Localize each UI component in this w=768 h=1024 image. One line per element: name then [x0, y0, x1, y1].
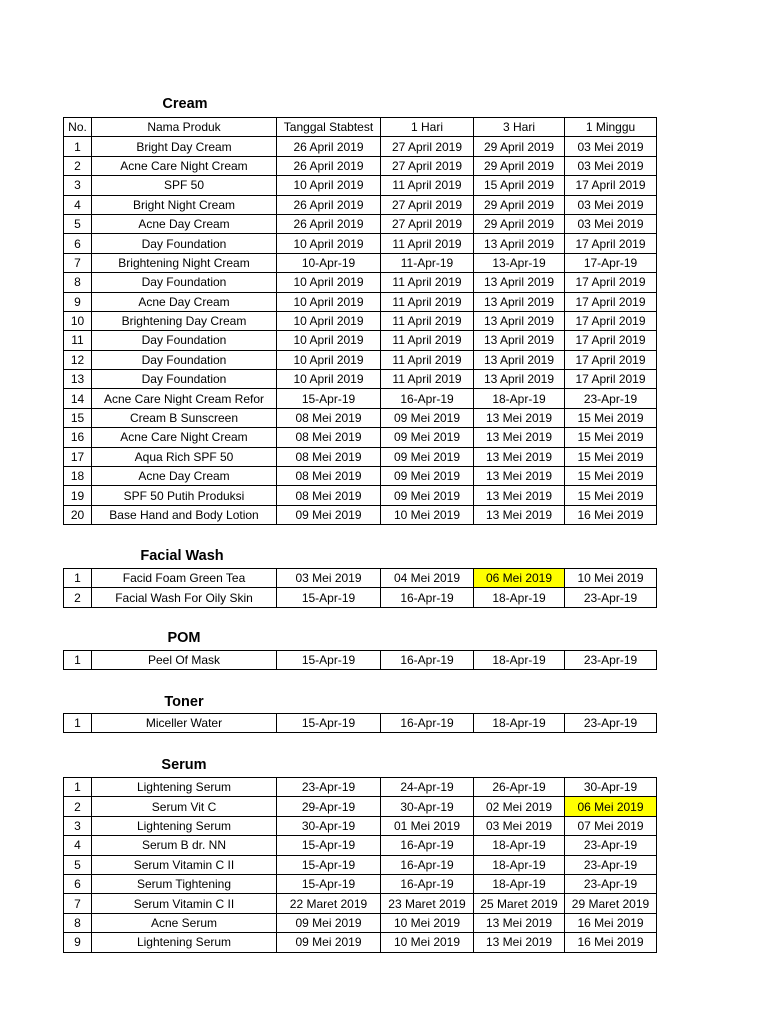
- table-row: [64, 214, 657, 233]
- cell-no: 11: [64, 331, 92, 350]
- header-nama-produk: Nama Produk: [92, 118, 277, 137]
- cell-nama-produk: SPF 50 Putih Produksi: [92, 486, 277, 505]
- cell-1-minggu: 23-Apr-19: [565, 836, 657, 855]
- cell-no: 12: [64, 350, 92, 369]
- cell-no: 5: [64, 855, 92, 874]
- cell-1-minggu: 03 Mei 2019: [565, 214, 657, 233]
- cell-tanggal-stabtest: 26 April 2019: [277, 156, 381, 175]
- cell-1-hari: 01 Mei 2019: [381, 816, 474, 835]
- cell-nama-produk: Lightening Serum: [92, 816, 277, 835]
- cell-no: 14: [64, 389, 92, 408]
- cell-1-hari: 11 April 2019: [381, 234, 474, 253]
- cell-1-hari: 11 April 2019: [381, 176, 474, 195]
- table-row: [64, 874, 657, 893]
- cell-no: 1: [64, 651, 92, 670]
- cell-tanggal-stabtest: 15-Apr-19: [277, 836, 381, 855]
- cell-3-hari: 13 April 2019: [474, 331, 565, 350]
- cell-3-hari: 13 Mei 2019: [474, 505, 565, 524]
- cell-tanggal-stabtest: 10 April 2019: [277, 331, 381, 350]
- facial-wash-table: [63, 568, 657, 608]
- cell-1-hari: 24-Apr-19: [381, 778, 474, 797]
- cell-nama-produk: Brightening Day Cream: [92, 311, 277, 330]
- cell-1-minggu: 10 Mei 2019: [565, 569, 657, 588]
- cell-nama-produk: Serum Vitamin C II: [92, 894, 277, 913]
- cream-table: [63, 117, 657, 525]
- cell-1-minggu: 23-Apr-19: [565, 874, 657, 893]
- cell-1-hari: 11 April 2019: [381, 331, 474, 350]
- cell-tanggal-stabtest: 09 Mei 2019: [277, 933, 381, 952]
- table-row: [64, 176, 657, 195]
- cell-no: 5: [64, 214, 92, 233]
- cell-3-hari: 13 Mei 2019: [474, 428, 565, 447]
- cell-nama-produk: Base Hand and Body Lotion: [92, 505, 277, 524]
- cell-no: 2: [64, 588, 92, 607]
- table-header-row: [64, 118, 657, 137]
- cell-tanggal-stabtest: 09 Mei 2019: [277, 505, 381, 524]
- cell-nama-produk: Day Foundation: [92, 370, 277, 389]
- table-row: [64, 778, 657, 797]
- cell-3-hari: 18-Apr-19: [474, 651, 565, 670]
- cell-no: 16: [64, 428, 92, 447]
- cell-no: 18: [64, 467, 92, 486]
- cell-1-minggu: 07 Mei 2019: [565, 816, 657, 835]
- cell-no: 1: [64, 778, 92, 797]
- cell-3-hari: 13 Mei 2019: [474, 486, 565, 505]
- cell-no: 9: [64, 933, 92, 952]
- cell-no: 7: [64, 894, 92, 913]
- table-row: [64, 894, 657, 913]
- table-row: [64, 370, 657, 389]
- cell-1-minggu: 15 Mei 2019: [565, 447, 657, 466]
- cell-3-hari: 29 April 2019: [474, 137, 565, 156]
- cell-1-minggu: 03 Mei 2019: [565, 156, 657, 175]
- table-row: [64, 408, 657, 427]
- cell-1-hari: 16-Apr-19: [381, 389, 474, 408]
- cell-1-minggu: 15 Mei 2019: [565, 408, 657, 427]
- cell-3-hari: 18-Apr-19: [474, 588, 565, 607]
- cell-1-minggu: 30-Apr-19: [565, 778, 657, 797]
- cell-1-hari: 10 Mei 2019: [381, 505, 474, 524]
- table-row: [64, 447, 657, 466]
- cell-1-hari: 11 April 2019: [381, 311, 474, 330]
- cell-1-hari: 30-Apr-19: [381, 797, 474, 816]
- table-row: [64, 234, 657, 253]
- cell-1-hari: 11 April 2019: [381, 370, 474, 389]
- cell-tanggal-stabtest: 15-Apr-19: [277, 588, 381, 607]
- cell-tanggal-stabtest: 10-Apr-19: [277, 253, 381, 272]
- cell-tanggal-stabtest: 26 April 2019: [277, 195, 381, 214]
- cell-tanggal-stabtest: 15-Apr-19: [277, 651, 381, 670]
- cell-1-hari: 27 April 2019: [381, 195, 474, 214]
- cell-1-minggu: 17 April 2019: [565, 350, 657, 369]
- cell-1-minggu: 06 Mei 2019: [565, 797, 657, 816]
- cell-3-hari: 18-Apr-19: [474, 874, 565, 893]
- cell-1-hari: 11 April 2019: [381, 273, 474, 292]
- cell-tanggal-stabtest: 10 April 2019: [277, 311, 381, 330]
- cell-1-minggu: 23-Apr-19: [565, 651, 657, 670]
- cell-nama-produk: Acne Serum: [92, 913, 277, 932]
- table-row: [64, 797, 657, 816]
- cell-1-hari: 11-Apr-19: [381, 253, 474, 272]
- cell-1-minggu: 17 April 2019: [565, 311, 657, 330]
- cell-nama-produk: Acne Care Night Cream: [92, 156, 277, 175]
- cell-3-hari: 13 Mei 2019: [474, 408, 565, 427]
- cell-tanggal-stabtest: 10 April 2019: [277, 292, 381, 311]
- cell-nama-produk: Acne Day Cream: [92, 214, 277, 233]
- cell-no: 10: [64, 311, 92, 330]
- cell-tanggal-stabtest: 10 April 2019: [277, 273, 381, 292]
- cell-3-hari: 18-Apr-19: [474, 836, 565, 855]
- cell-tanggal-stabtest: 26 April 2019: [277, 137, 381, 156]
- table-row: [64, 389, 657, 408]
- cell-nama-produk: Peel Of Mask: [92, 651, 277, 670]
- cell-no: 7: [64, 253, 92, 272]
- cell-3-hari: 29 April 2019: [474, 195, 565, 214]
- cell-nama-produk: Day Foundation: [92, 273, 277, 292]
- table-row: [64, 273, 657, 292]
- cell-3-hari: 15 April 2019: [474, 176, 565, 195]
- table-row: [64, 253, 657, 272]
- cell-nama-produk: Lightening Serum: [92, 778, 277, 797]
- cell-no: 15: [64, 408, 92, 427]
- cell-tanggal-stabtest: 23-Apr-19: [277, 778, 381, 797]
- table-row: [64, 137, 657, 156]
- table-row: [64, 836, 657, 855]
- cell-3-hari: 18-Apr-19: [474, 389, 565, 408]
- section-title-cream: Cream: [162, 96, 208, 112]
- cell-nama-produk: Serum B dr. NN: [92, 836, 277, 855]
- table-row: [64, 855, 657, 874]
- cell-3-hari: 29 April 2019: [474, 214, 565, 233]
- cell-1-hari: 16-Apr-19: [381, 874, 474, 893]
- cell-tanggal-stabtest: 10 April 2019: [277, 370, 381, 389]
- cell-1-minggu: 03 Mei 2019: [565, 195, 657, 214]
- cell-1-hari: 09 Mei 2019: [381, 486, 474, 505]
- cell-1-minggu: 17 April 2019: [565, 176, 657, 195]
- cell-nama-produk: Bright Day Cream: [92, 137, 277, 156]
- cell-no: 1: [64, 714, 92, 733]
- section-title-toner: Toner: [164, 694, 204, 710]
- cell-tanggal-stabtest: 10 April 2019: [277, 176, 381, 195]
- table-row: [64, 467, 657, 486]
- cell-no: 2: [64, 797, 92, 816]
- table-row: [64, 913, 657, 932]
- cell-tanggal-stabtest: 08 Mei 2019: [277, 447, 381, 466]
- cell-nama-produk: Day Foundation: [92, 234, 277, 253]
- cell-tanggal-stabtest: 15-Apr-19: [277, 389, 381, 408]
- cell-no: 8: [64, 913, 92, 932]
- table-row: [64, 156, 657, 175]
- cell-nama-produk: Acne Day Cream: [92, 467, 277, 486]
- header-no: No.: [64, 118, 92, 137]
- pom-table: [63, 650, 657, 670]
- cell-1-hari: 16-Apr-19: [381, 714, 474, 733]
- cell-1-minggu: 17 April 2019: [565, 234, 657, 253]
- table-row: [64, 428, 657, 447]
- table-row: [64, 331, 657, 350]
- cell-no: 3: [64, 816, 92, 835]
- cell-3-hari: 13 April 2019: [474, 370, 565, 389]
- section-title-pom: POM: [167, 630, 201, 646]
- table-row: [64, 486, 657, 505]
- cell-1-hari: 16-Apr-19: [381, 836, 474, 855]
- cell-1-hari: 16-Apr-19: [381, 651, 474, 670]
- cell-3-hari: 13 April 2019: [474, 234, 565, 253]
- cell-1-hari: 23 Maret 2019: [381, 894, 474, 913]
- cell-nama-produk: SPF 50: [92, 176, 277, 195]
- cell-3-hari: 13 Mei 2019: [474, 447, 565, 466]
- cell-no: 6: [64, 234, 92, 253]
- cell-1-minggu: 16 Mei 2019: [565, 933, 657, 952]
- cell-1-hari: 04 Mei 2019: [381, 569, 474, 588]
- cell-1-minggu: 03 Mei 2019: [565, 137, 657, 156]
- cell-tanggal-stabtest: 08 Mei 2019: [277, 467, 381, 486]
- table-row: [64, 311, 657, 330]
- cell-no: 9: [64, 292, 92, 311]
- table-row: [64, 569, 657, 588]
- cell-3-hari: 13 April 2019: [474, 350, 565, 369]
- cell-nama-produk: Cream B Sunscreen: [92, 408, 277, 427]
- header-3-hari: 3 Hari: [474, 118, 565, 137]
- cell-nama-produk: Aqua Rich SPF 50: [92, 447, 277, 466]
- cell-1-minggu: 15 Mei 2019: [565, 486, 657, 505]
- cell-nama-produk: Day Foundation: [92, 350, 277, 369]
- cell-3-hari: 02 Mei 2019: [474, 797, 565, 816]
- cell-1-hari: 09 Mei 2019: [381, 447, 474, 466]
- cell-3-hari: 26-Apr-19: [474, 778, 565, 797]
- table-row: [64, 933, 657, 952]
- cell-tanggal-stabtest: 29-Apr-19: [277, 797, 381, 816]
- header-tanggal-stabtest: Tanggal Stabtest: [277, 118, 381, 137]
- cell-nama-produk: Acne Care Night Cream Refor: [92, 389, 277, 408]
- cell-nama-produk: Serum Tightening: [92, 874, 277, 893]
- header-1-hari: 1 Hari: [381, 118, 474, 137]
- cell-3-hari: 25 Maret 2019: [474, 894, 565, 913]
- cell-nama-produk: Acne Day Cream: [92, 292, 277, 311]
- table-row: [64, 588, 657, 607]
- cell-no: 4: [64, 195, 92, 214]
- cell-1-hari: 10 Mei 2019: [381, 913, 474, 932]
- cell-1-minggu: 15 Mei 2019: [565, 467, 657, 486]
- cell-nama-produk: Lightening Serum: [92, 933, 277, 952]
- toner-table: [63, 713, 657, 733]
- cell-tanggal-stabtest: 26 April 2019: [277, 214, 381, 233]
- cell-3-hari: 29 April 2019: [474, 156, 565, 175]
- table-row: [64, 350, 657, 369]
- cell-1-hari: 11 April 2019: [381, 350, 474, 369]
- cell-tanggal-stabtest: 10 April 2019: [277, 350, 381, 369]
- cell-3-hari: 13 Mei 2019: [474, 933, 565, 952]
- cell-1-minggu: 23-Apr-19: [565, 588, 657, 607]
- cell-nama-produk: Serum Vitamin C II: [92, 855, 277, 874]
- cell-tanggal-stabtest: 15-Apr-19: [277, 855, 381, 874]
- cell-3-hari: 13 April 2019: [474, 273, 565, 292]
- cell-no: 3: [64, 176, 92, 195]
- cell-1-minggu: 16 Mei 2019: [565, 913, 657, 932]
- cell-3-hari: 13 Mei 2019: [474, 467, 565, 486]
- header-1-minggu: 1 Minggu: [565, 118, 657, 137]
- cell-1-minggu: 17 April 2019: [565, 331, 657, 350]
- cell-tanggal-stabtest: 30-Apr-19: [277, 816, 381, 835]
- cell-1-minggu: 23-Apr-19: [565, 714, 657, 733]
- cell-1-minggu: 17 April 2019: [565, 273, 657, 292]
- cell-3-hari: 03 Mei 2019: [474, 816, 565, 835]
- cell-tanggal-stabtest: 08 Mei 2019: [277, 408, 381, 427]
- cell-tanggal-stabtest: 15-Apr-19: [277, 714, 381, 733]
- cell-1-hari: 09 Mei 2019: [381, 408, 474, 427]
- cell-no: 6: [64, 874, 92, 893]
- cell-1-hari: 11 April 2019: [381, 292, 474, 311]
- cell-no: 2: [64, 156, 92, 175]
- cell-no: 13: [64, 370, 92, 389]
- table-row: [64, 651, 657, 670]
- cell-no: 4: [64, 836, 92, 855]
- cell-tanggal-stabtest: 08 Mei 2019: [277, 486, 381, 505]
- table-row: [64, 816, 657, 835]
- cell-nama-produk: Serum Vit C: [92, 797, 277, 816]
- cell-3-hari: 06 Mei 2019: [474, 569, 565, 588]
- cell-tanggal-stabtest: 08 Mei 2019: [277, 428, 381, 447]
- table-row: [64, 195, 657, 214]
- cell-1-minggu: 17 April 2019: [565, 292, 657, 311]
- cell-tanggal-stabtest: 15-Apr-19: [277, 874, 381, 893]
- cell-tanggal-stabtest: 03 Mei 2019: [277, 569, 381, 588]
- cell-no: 1: [64, 569, 92, 588]
- cell-no: 8: [64, 273, 92, 292]
- cell-1-hari: 16-Apr-19: [381, 855, 474, 874]
- cell-nama-produk: Brightening Night Cream: [92, 253, 277, 272]
- cell-1-hari: 27 April 2019: [381, 214, 474, 233]
- cell-1-hari: 27 April 2019: [381, 156, 474, 175]
- cell-1-minggu: 29 Maret 2019: [565, 894, 657, 913]
- table-row: [64, 505, 657, 524]
- cell-nama-produk: Facid Foam Green Tea: [92, 569, 277, 588]
- cell-nama-produk: Facial Wash For Oily Skin: [92, 588, 277, 607]
- cell-1-hari: 09 Mei 2019: [381, 428, 474, 447]
- cell-1-hari: 16-Apr-19: [381, 588, 474, 607]
- cell-3-hari: 13 April 2019: [474, 292, 565, 311]
- section-title-serum: Serum: [161, 757, 207, 773]
- cell-tanggal-stabtest: 22 Maret 2019: [277, 894, 381, 913]
- section-title-facial-wash: Facial Wash: [140, 548, 224, 564]
- cell-1-minggu: 23-Apr-19: [565, 855, 657, 874]
- cell-tanggal-stabtest: 09 Mei 2019: [277, 913, 381, 932]
- cell-no: 1: [64, 137, 92, 156]
- cell-nama-produk: Bright Night Cream: [92, 195, 277, 214]
- serum-table: [63, 777, 657, 953]
- cell-1-minggu: 16 Mei 2019: [565, 505, 657, 524]
- cell-1-minggu: 15 Mei 2019: [565, 428, 657, 447]
- cell-3-hari: 18-Apr-19: [474, 714, 565, 733]
- cell-no: 19: [64, 486, 92, 505]
- cell-3-hari: 13 April 2019: [474, 311, 565, 330]
- cell-1-minggu: 17-Apr-19: [565, 253, 657, 272]
- cell-1-minggu: 17 April 2019: [565, 370, 657, 389]
- cell-1-hari: 09 Mei 2019: [381, 467, 474, 486]
- cell-tanggal-stabtest: 10 April 2019: [277, 234, 381, 253]
- cell-1-minggu: 23-Apr-19: [565, 389, 657, 408]
- cell-3-hari: 18-Apr-19: [474, 855, 565, 874]
- table-row: [64, 714, 657, 733]
- cell-1-hari: 10 Mei 2019: [381, 933, 474, 952]
- cell-nama-produk: Acne Care Night Cream: [92, 428, 277, 447]
- cell-1-hari: 27 April 2019: [381, 137, 474, 156]
- cell-nama-produk: Day Foundation: [92, 331, 277, 350]
- cell-no: 17: [64, 447, 92, 466]
- cell-3-hari: 13-Apr-19: [474, 253, 565, 272]
- cell-3-hari: 13 Mei 2019: [474, 913, 565, 932]
- cell-nama-produk: Miceller Water: [92, 714, 277, 733]
- cell-no: 20: [64, 505, 92, 524]
- table-row: [64, 292, 657, 311]
